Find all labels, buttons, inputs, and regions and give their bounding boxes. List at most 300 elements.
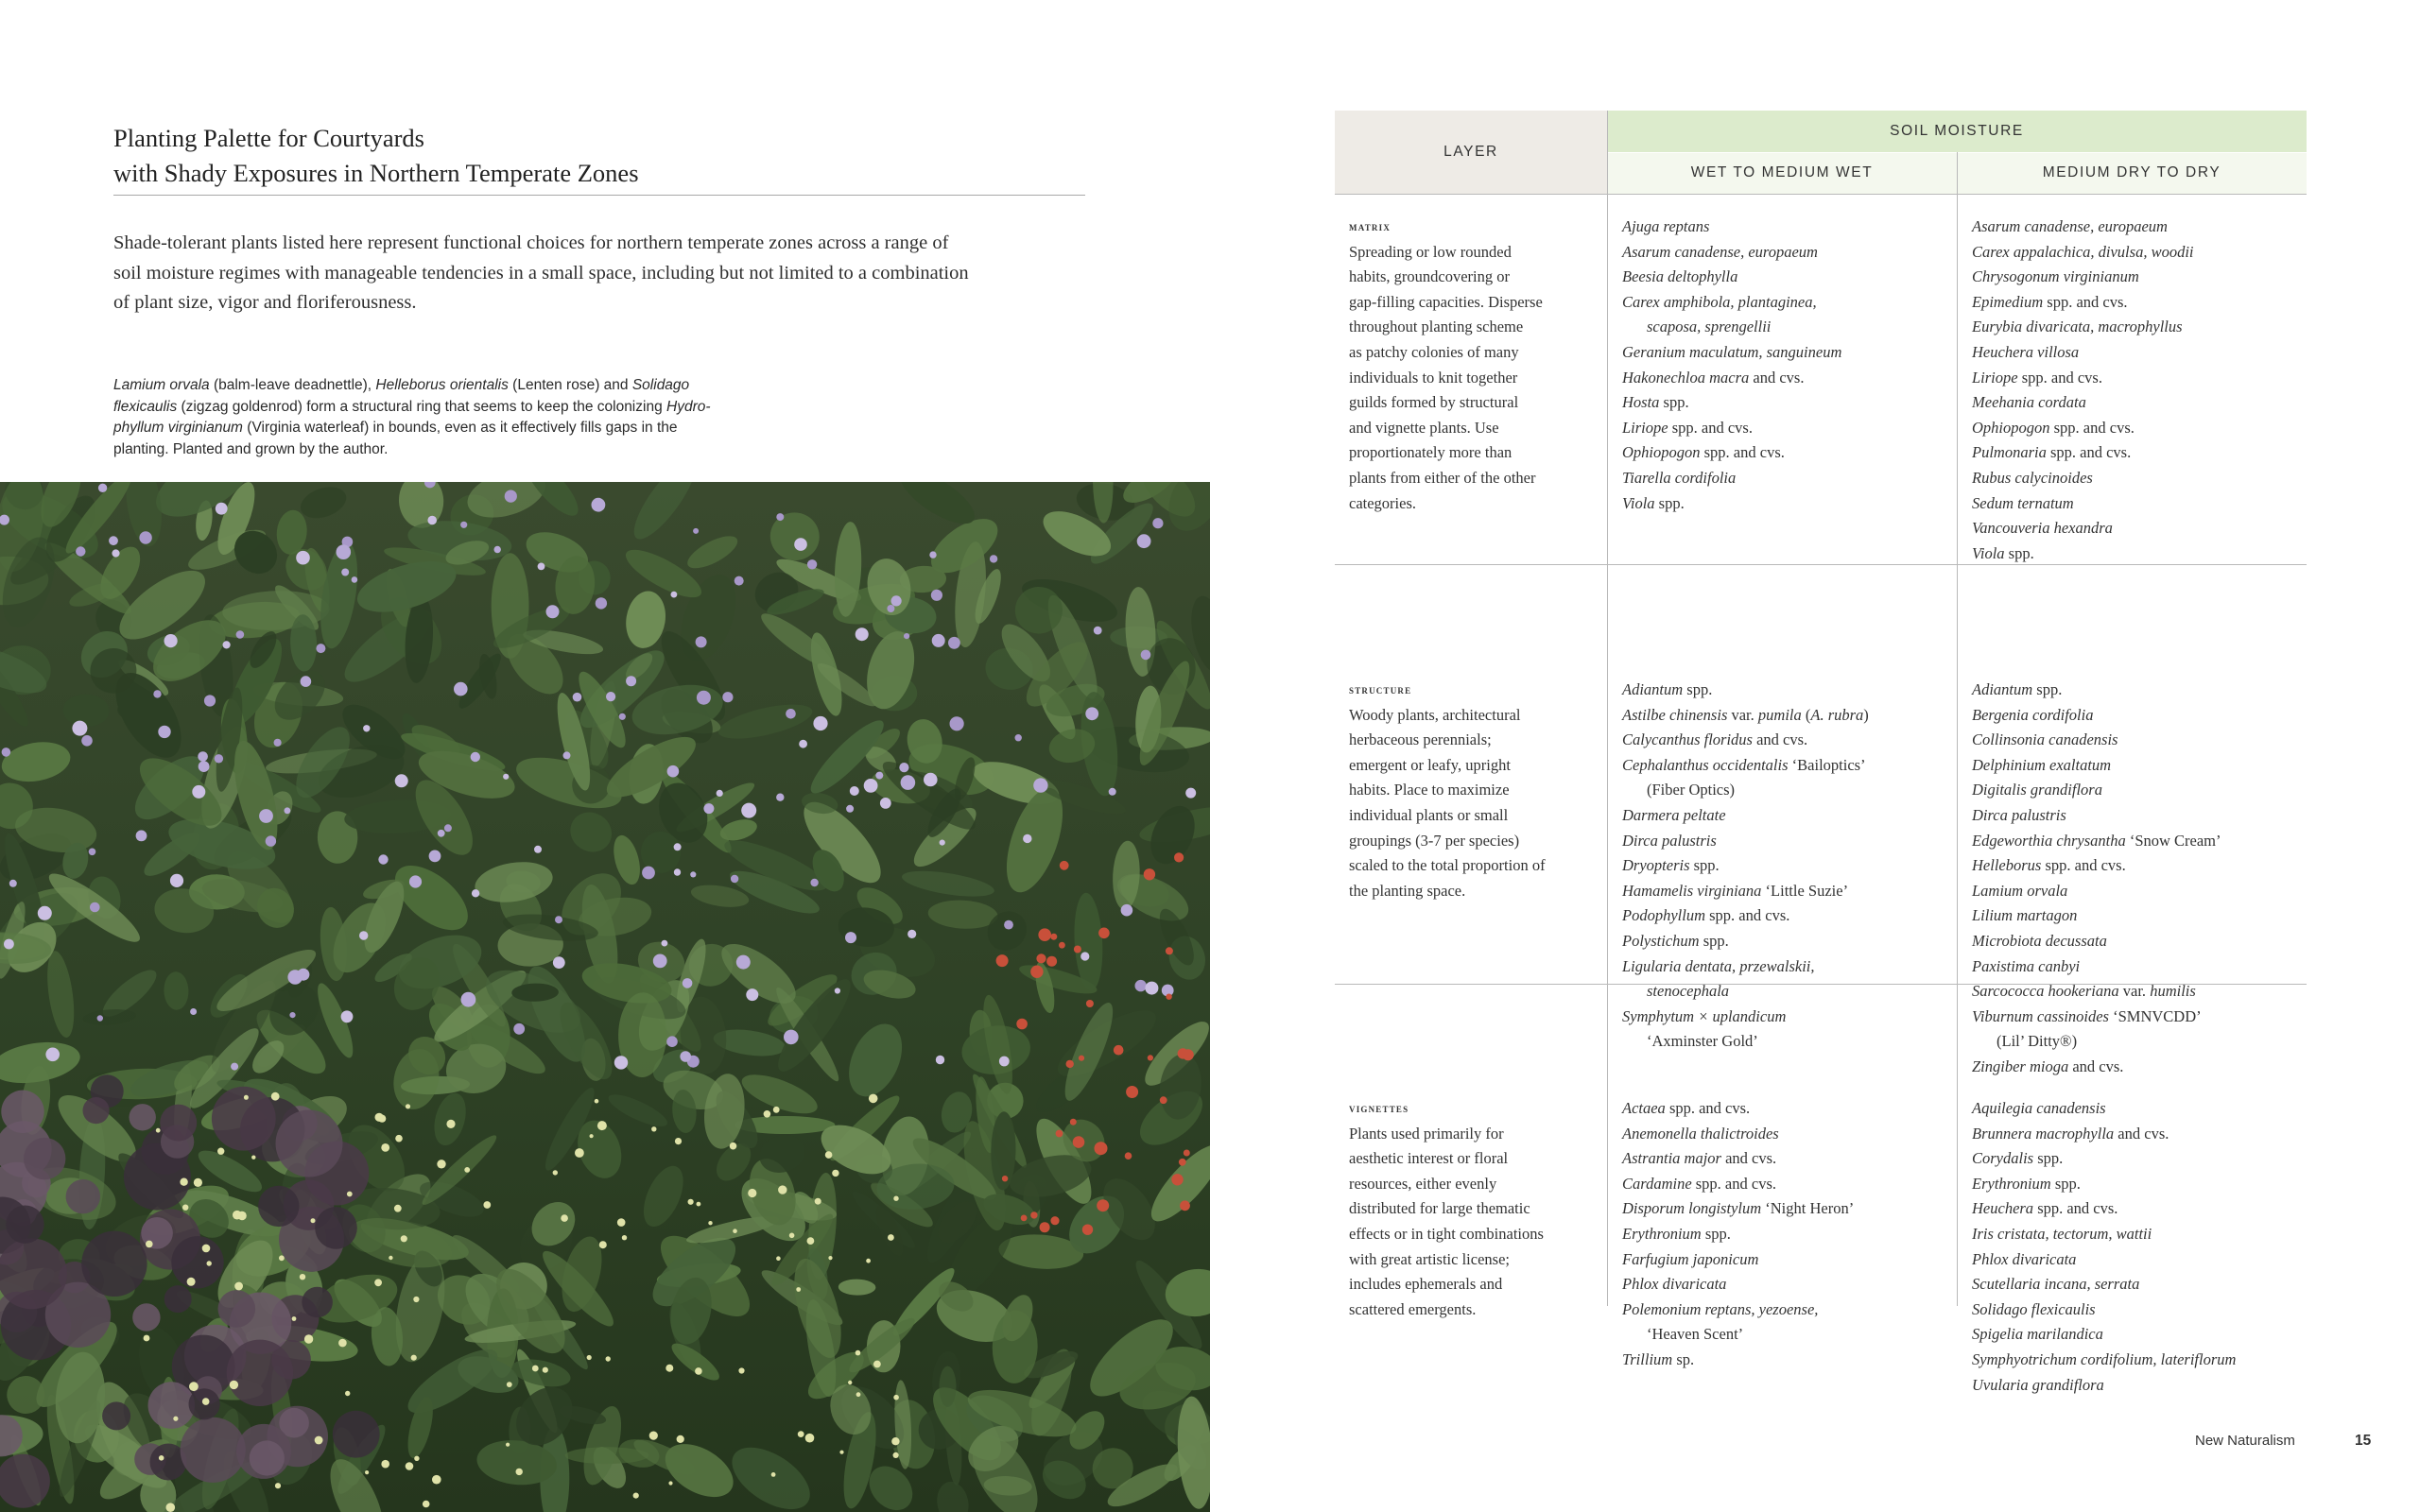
plant-list-wet-vignettes — [1622, 1096, 1854, 1373]
corydalis-flower-shape — [856, 1392, 861, 1397]
corydalis-flower-shape — [300, 1274, 305, 1280]
corydalis-flower-shape — [146, 1241, 153, 1248]
plant-list-wet-matrix — [1622, 215, 1841, 516]
corydalis-flower-shape — [464, 1167, 470, 1173]
flower-shape — [1033, 778, 1047, 792]
heuchera-leaf-shape — [148, 1382, 196, 1429]
heuchera-leaf-shape — [212, 1087, 276, 1151]
text-run: Epimedium — [1972, 292, 2044, 311]
layer-description-line: habits. Place to maximize — [1349, 781, 1510, 799]
layer-description-line: habits, groundcovering or — [1349, 267, 1511, 286]
corydalis-flower-shape — [622, 1235, 627, 1240]
text-run: Carex amphibola, plantaginea, — [1622, 292, 1817, 311]
text-run: Hydro- — [666, 398, 711, 415]
corydalis-flower-shape — [606, 1356, 611, 1361]
flower-shape — [899, 763, 908, 772]
plant-entry — [1972, 1373, 2236, 1399]
columbine-flower-shape — [1030, 1211, 1037, 1218]
corydalis-flower-shape — [180, 1178, 187, 1186]
flower-shape — [563, 751, 571, 759]
flower-shape — [341, 1010, 354, 1022]
text-run: Scutellaria incana, serrata — [1972, 1275, 2140, 1294]
corydalis-flower-shape — [187, 1278, 196, 1286]
text-run: spp. and cvs. — [2033, 1199, 2118, 1218]
text-run: sp. — [1672, 1349, 1695, 1368]
corydalis-flower-shape — [888, 1234, 894, 1241]
page-title — [113, 121, 1085, 191]
corydalis-flower-shape — [144, 1335, 150, 1342]
text-run: Viburnum cassinoides — [1972, 1006, 2109, 1025]
corydalis-flower-shape — [825, 1151, 833, 1159]
layer-description-line: guilds formed by structural — [1349, 393, 1519, 412]
corydalis-flower-shape — [189, 1382, 199, 1391]
flower-shape — [929, 551, 936, 558]
flower-shape — [199, 761, 210, 772]
corydalis-flower-shape — [374, 1279, 382, 1286]
text-run: ( — [1801, 705, 1811, 724]
plant-entry — [1972, 678, 2221, 703]
layer-description-line: as patchy colonies of many — [1349, 342, 1519, 361]
text-run: and cvs. — [2068, 1057, 2124, 1075]
plant-entry — [1622, 240, 1841, 266]
text-run: (Lil’ Ditty®) — [1996, 1032, 2078, 1051]
text-run: ‘SMNVCDD’ — [2108, 1006, 2202, 1025]
corydalis-flower-shape — [395, 1135, 403, 1143]
layer-description-line: resources, either evenly — [1349, 1174, 1497, 1193]
planting-palette-table — [1335, 111, 2307, 1394]
columbine-flower-shape — [1002, 1176, 1008, 1181]
columbine-flower-shape — [1086, 1000, 1094, 1007]
text-run: ‘Bailoptics’ — [1788, 755, 1866, 774]
text-run: (zigzag goldenrod) form a structural ring that seems to keep the colonizing — [177, 398, 666, 415]
text-run: Zingiber mioga — [1972, 1057, 2069, 1075]
text-run: Solidago — [631, 377, 690, 393]
flower-shape — [341, 569, 349, 576]
plant-entry — [1972, 1196, 2236, 1222]
columbine-flower-shape — [1046, 956, 1057, 967]
corydalis-flower-shape — [446, 1120, 455, 1128]
text-run: Darmera peltate — [1622, 805, 1726, 824]
columbine-flower-shape — [996, 954, 1009, 967]
corydalis-flower-shape — [292, 1316, 297, 1321]
text-run: Ajuga reptans — [1622, 217, 1710, 235]
corydalis-flower-shape — [532, 1366, 539, 1372]
flower-shape — [296, 551, 310, 565]
plant-entry — [1622, 728, 1869, 753]
flower-shape — [674, 843, 682, 850]
plant-entry — [1972, 1146, 2236, 1172]
flower-shape — [1145, 982, 1158, 995]
row-divider-header — [1335, 194, 2307, 195]
plant-entry — [1972, 1122, 2236, 1147]
corydalis-flower-shape — [764, 1110, 771, 1118]
flower-shape — [807, 559, 817, 569]
flower-shape — [223, 641, 231, 648]
plant-entry — [1972, 215, 2194, 240]
text-run: Polemonium reptans, yezoense, — [1622, 1299, 1819, 1318]
plant-entry — [1972, 903, 2221, 929]
text-run: Collinsonia canadensis — [1972, 730, 2118, 749]
plant-entry — [1972, 829, 2221, 854]
corydalis-flower-shape — [730, 1143, 737, 1150]
flower-shape — [164, 634, 178, 647]
flower-shape — [1121, 904, 1133, 917]
text-run: Phlox divaricata — [1972, 1249, 2077, 1268]
flower-shape — [316, 644, 325, 653]
title-line-1: Planting Palette for Courtyards — [113, 124, 424, 152]
garden-photo — [0, 482, 1210, 1512]
plant-entry — [1972, 778, 2221, 803]
text-run: spp. — [1689, 856, 1720, 875]
corydalis-flower-shape — [675, 1138, 682, 1144]
flower-shape — [1135, 980, 1147, 991]
plant-entry — [1972, 1055, 2221, 1080]
flower-shape — [619, 713, 626, 720]
plant-entry — [1622, 340, 1841, 366]
text-run: Chrysogonum virginianum — [1972, 267, 2139, 286]
flower-shape — [904, 633, 909, 639]
corydalis-flower-shape — [414, 1456, 419, 1461]
text-run: Astilbe chinensis — [1622, 705, 1728, 724]
plant-entry — [1622, 466, 1841, 491]
corydalis-flower-shape — [304, 1334, 313, 1343]
flower-shape — [1004, 920, 1013, 930]
plant-entry — [1622, 1172, 1854, 1197]
text-run: spp. — [1701, 1224, 1731, 1243]
corydalis-flower-shape — [798, 1431, 804, 1437]
plant-entry — [1972, 853, 2221, 879]
text-run: Actaea — [1622, 1099, 1666, 1117]
corydalis-flower-shape — [202, 1245, 211, 1253]
text-run: spp. and cvs. — [2043, 292, 2128, 311]
corydalis-flower-shape — [413, 1297, 419, 1302]
text-run: Cephalanthus occidentalis — [1622, 755, 1789, 774]
text-run: Uvularia grandiflora — [1972, 1375, 2104, 1394]
text-run: spp. and cvs. — [2049, 418, 2135, 437]
flower-shape — [741, 803, 756, 818]
flower-shape — [908, 930, 916, 938]
intro-paragraph — [113, 229, 1087, 318]
col-divider-1 — [1607, 111, 1608, 1306]
flower-shape — [460, 522, 467, 528]
corydalis-flower-shape — [733, 1228, 737, 1233]
flower-shape — [864, 779, 878, 793]
heuchera-leaf-shape — [164, 1285, 192, 1313]
flower-shape — [653, 954, 667, 969]
heuchera-leaf-shape — [160, 1105, 197, 1142]
flower-shape — [850, 786, 859, 796]
text-run: and cvs. — [1752, 730, 1808, 749]
flower-shape — [683, 978, 693, 988]
columbine-flower-shape — [1070, 1119, 1077, 1125]
text-run: Digitalis grandiflora — [1972, 781, 2102, 799]
flower-shape — [786, 709, 796, 719]
plant-entry — [1622, 803, 1869, 829]
caption-line — [113, 439, 832, 461]
footer-page-number: 15 — [2355, 1433, 2372, 1449]
corydalis-flower-shape — [406, 1462, 414, 1470]
flower-shape — [363, 725, 370, 731]
flower-shape — [427, 516, 437, 525]
plant-entry — [1622, 778, 1869, 803]
corydalis-flower-shape — [893, 1196, 898, 1201]
text-run: ‘Night Heron’ — [1761, 1199, 1855, 1218]
flower-shape — [38, 906, 52, 920]
text-run: Pulmonaria — [1972, 443, 2047, 462]
layer-description-line: with great artistic license; — [1349, 1249, 1510, 1268]
header-dry-label: MEDIUM DRY TO DRY — [2042, 164, 2221, 180]
text-run: spp. — [2050, 1174, 2081, 1193]
plant-entry — [1972, 466, 2194, 491]
text-run: Brunnera macrophylla — [1972, 1124, 2115, 1143]
text-run: Microbiota decussata — [1972, 931, 2107, 950]
flower-shape — [667, 765, 680, 778]
plant-list-dry-matrix — [1972, 215, 2194, 566]
flower-shape — [776, 794, 784, 801]
corydalis-flower-shape — [776, 1256, 781, 1261]
text-run: Erythronium — [1622, 1224, 1702, 1243]
corydalis-flower-shape — [617, 1218, 626, 1227]
plant-entry — [1622, 440, 1841, 466]
text-run: Aquilegia canadensis — [1972, 1099, 2106, 1117]
corydalis-flower-shape — [389, 1256, 392, 1260]
flower-shape — [948, 637, 960, 649]
flower-shape — [875, 772, 883, 780]
flower-shape — [1137, 534, 1151, 548]
flower-shape — [731, 875, 738, 883]
leaf-shape — [940, 1366, 957, 1407]
text-run: Ophiopogon — [1622, 443, 1701, 462]
text-run: spp. — [1659, 393, 1689, 412]
columbine-flower-shape — [1184, 1150, 1190, 1157]
plant-entry — [1972, 879, 2221, 904]
flower-shape — [109, 536, 118, 545]
plant-list-dry-structure — [1972, 678, 2221, 1080]
corydalis-flower-shape — [166, 1503, 176, 1512]
columbine-flower-shape — [1166, 994, 1171, 1000]
columbine-flower-shape — [1148, 1055, 1153, 1060]
text-run: planting. Planted and grown by the author. — [113, 440, 389, 457]
corydalis-flower-shape — [651, 1126, 656, 1131]
flower-shape — [136, 831, 147, 842]
corydalis-flower-shape — [633, 1493, 639, 1499]
heuchera-leaf-shape — [218, 1290, 256, 1328]
flower-shape — [395, 774, 408, 787]
header-layer — [1335, 111, 1607, 194]
plant-entry — [1972, 290, 2194, 316]
columbine-flower-shape — [1166, 947, 1173, 954]
corydalis-flower-shape — [381, 1143, 389, 1152]
plant-entry — [1972, 315, 2194, 340]
text-run: Bergenia cordifolia — [1972, 705, 2094, 724]
plant-entry — [1622, 1146, 1854, 1172]
columbine-flower-shape — [1040, 1222, 1050, 1232]
title-line-2: with Shady Exposures in Northern Temperate Zones — [113, 159, 639, 187]
corydalis-flower-shape — [590, 1134, 594, 1138]
corydalis-flower-shape — [796, 1287, 801, 1292]
text-run: (Virginia waterleaf) in bounds, even as it effectively fills gaps in the — [242, 420, 678, 436]
flower-shape — [198, 751, 208, 762]
plant-entry — [1622, 929, 1869, 954]
flower-shape — [216, 503, 228, 515]
corydalis-flower-shape — [506, 1443, 510, 1447]
corydalis-flower-shape — [233, 1211, 242, 1220]
layer-name: structure — [1349, 682, 1412, 696]
intro-line-1: Shade-tolerant plants listed here represent functional choices for northern temperate zones across a range of — [113, 232, 949, 253]
flower-shape — [606, 692, 615, 701]
text-run: Dryopteris — [1622, 856, 1690, 875]
plant-entry — [1622, 853, 1869, 879]
layer-description-line: effects or in tight combinations — [1349, 1224, 1544, 1243]
flower-shape — [89, 849, 96, 856]
corydalis-flower-shape — [561, 1214, 568, 1222]
flower-shape — [901, 775, 916, 790]
columbine-flower-shape — [1079, 1056, 1084, 1061]
corydalis-flower-shape — [789, 1233, 795, 1239]
intro-line-3: of plant size, vigor and floriferousness. — [113, 292, 417, 313]
layer-description-line: groupings (3-7 per species) — [1349, 831, 1520, 850]
flower-shape — [936, 1056, 944, 1064]
text-run: Helleborus orientalis — [375, 377, 509, 393]
heuchera-leaf-shape — [130, 1104, 156, 1130]
flower-shape — [746, 988, 758, 1001]
caption-line — [113, 418, 832, 439]
flower-shape — [429, 850, 441, 863]
plant-entry — [1622, 1297, 1854, 1323]
columbine-flower-shape — [1016, 1019, 1028, 1030]
text-run: spp. and cvs. — [1665, 1099, 1751, 1117]
text-run: spp. and cvs. — [1700, 443, 1785, 462]
corydalis-flower-shape — [738, 1367, 744, 1373]
flower-shape — [680, 1051, 691, 1062]
columbine-flower-shape — [1030, 966, 1043, 978]
flower-shape — [285, 807, 291, 814]
text-run: ‘Little Suzie’ — [1761, 881, 1849, 900]
text-run: Trillium — [1622, 1349, 1673, 1368]
text-run: Disporum longistylum — [1622, 1199, 1762, 1218]
plant-entry — [1972, 1272, 2236, 1297]
plant-list-wet-structure — [1622, 678, 1869, 1055]
col-divider-2 — [1957, 152, 1958, 1306]
text-run: spp. — [2033, 1149, 2064, 1168]
flower-shape — [72, 721, 87, 736]
corydalis-flower-shape — [345, 1391, 350, 1396]
text-run: Heuchera villosa — [1972, 342, 2080, 361]
title-divider — [113, 195, 1085, 196]
flower-shape — [736, 955, 751, 970]
plant-entry — [1622, 1096, 1854, 1122]
corydalis-flower-shape — [394, 1205, 402, 1212]
corydalis-flower-shape — [423, 1501, 430, 1508]
plant-entry — [1972, 1247, 2236, 1273]
text-run: spp. — [1699, 931, 1729, 950]
text-run: Beesia deltophylla — [1622, 267, 1738, 286]
flower-shape — [891, 595, 902, 606]
plant-entry — [1972, 265, 2194, 290]
plant-entry — [1972, 541, 2194, 567]
flower-shape — [950, 716, 964, 730]
text-run: Adiantum — [1972, 680, 2033, 698]
corydalis-flower-shape — [597, 1121, 607, 1130]
layer-description-line: and vignette plants. Use — [1349, 418, 1499, 437]
corydalis-flower-shape — [234, 1282, 243, 1291]
corydalis-flower-shape — [866, 1259, 871, 1263]
text-run: Adiantum — [1622, 680, 1684, 698]
heuchera-leaf-shape — [171, 1236, 223, 1288]
layer-description-line: Woody plants, architectural — [1349, 705, 1521, 724]
text-run: scaposa, sprengellii — [1647, 318, 1772, 336]
flower-shape — [693, 528, 699, 534]
text-run: (Fiber Optics) — [1647, 781, 1736, 799]
flower-shape — [505, 490, 517, 503]
text-run: Corydalis — [1972, 1149, 2034, 1168]
flower-shape — [880, 798, 891, 809]
flower-shape — [697, 691, 711, 705]
plant-entry — [1972, 1348, 2236, 1373]
columbine-flower-shape — [1050, 934, 1057, 940]
corydalis-flower-shape — [839, 1451, 843, 1454]
columbine-flower-shape — [1174, 852, 1184, 862]
flower-shape — [297, 969, 309, 981]
flower-shape — [1152, 518, 1163, 528]
corydalis-flower-shape — [244, 1095, 249, 1100]
flower-shape — [76, 546, 85, 556]
flower-shape — [274, 739, 282, 747]
text-run: var. — [2118, 982, 2151, 1001]
flower-shape — [810, 879, 818, 886]
corydalis-flower-shape — [815, 1198, 821, 1205]
corydalis-flower-shape — [778, 1185, 786, 1194]
heuchera-leaf-shape — [181, 1418, 246, 1483]
plant-entry — [1972, 240, 2194, 266]
text-run: Eurybia divaricata, macrophyllus — [1972, 318, 2183, 336]
text-run: ‘Axminster Gold’ — [1647, 1032, 1758, 1051]
flower-shape — [2, 747, 11, 757]
flower-shape — [231, 1063, 238, 1071]
flower-shape — [674, 868, 681, 875]
heuchera-leaf-shape — [276, 1110, 343, 1177]
plant-entry — [1972, 440, 2194, 466]
flower-shape — [887, 605, 894, 612]
columbine-flower-shape — [1059, 942, 1065, 949]
text-run: pumila — [1757, 705, 1802, 724]
text-run: Farfugium japonicum — [1622, 1249, 1759, 1268]
corydalis-flower-shape — [182, 1205, 188, 1211]
plant-entry — [1622, 703, 1869, 729]
plant-entry — [1622, 1196, 1854, 1222]
text-run: Sedum ternatum — [1972, 493, 2074, 512]
flower-shape — [359, 931, 368, 939]
flower-shape — [614, 1056, 628, 1069]
text-run: ) — [1863, 705, 1869, 724]
flower-shape — [835, 988, 840, 993]
corydalis-flower-shape — [217, 1148, 224, 1155]
flower-shape — [626, 676, 636, 686]
plant-entry — [1972, 753, 2221, 779]
text-run: Tiarella cordifolia — [1622, 468, 1737, 487]
flower-shape — [153, 690, 161, 697]
text-run: ‘Heaven Scent’ — [1647, 1325, 1744, 1344]
text-run: Cardamine — [1622, 1174, 1692, 1193]
text-run: Phlox divaricata — [1622, 1275, 1727, 1294]
flower-shape — [846, 805, 854, 813]
flower-shape — [352, 576, 358, 583]
flower-shape — [1185, 788, 1196, 799]
columbine-flower-shape — [1074, 946, 1081, 954]
columbine-flower-shape — [1098, 928, 1110, 939]
heuchera-leaf-shape — [102, 1401, 130, 1430]
layer-description-line: scaled to the total proportion of — [1349, 856, 1546, 875]
